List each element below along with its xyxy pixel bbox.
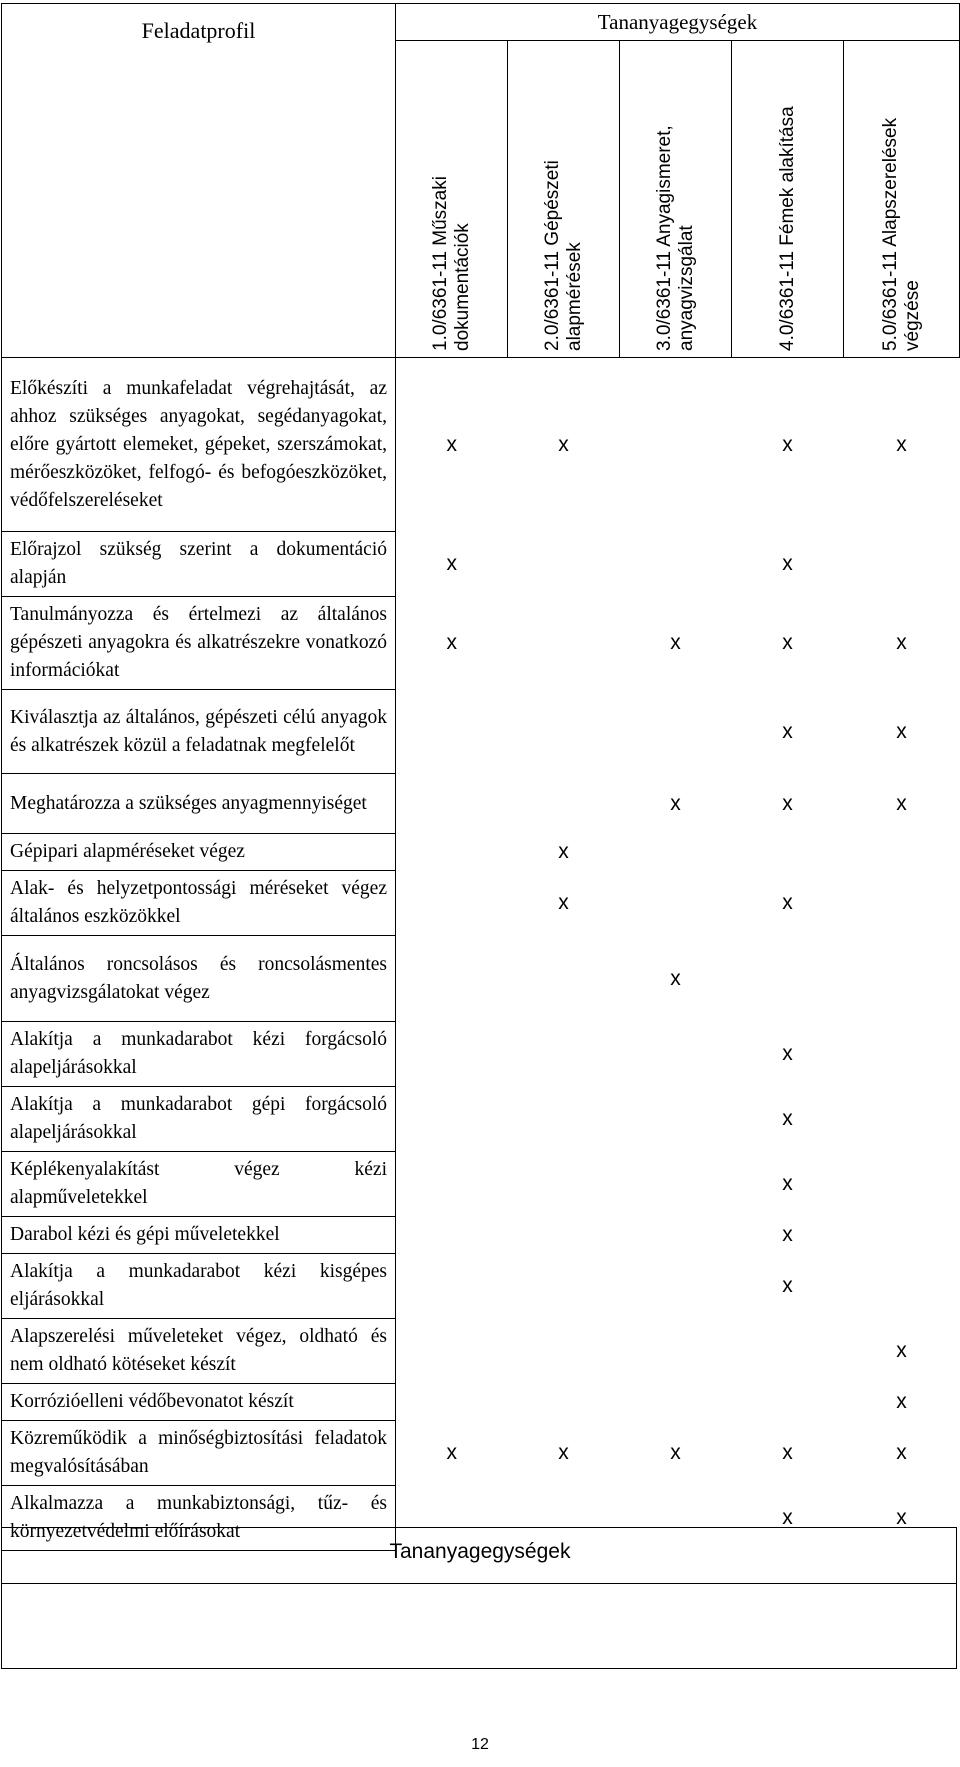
task-row (2, 1217, 960, 1254)
unit-mark (620, 1319, 732, 1384)
task-row (2, 1421, 960, 1486)
task-description: Alapszerelési műveleteket végez, oldható és nem oldható kötéseket készít (2, 1319, 396, 1384)
unit-mark (620, 532, 732, 597)
task-description: Alkalmazza a munkabiztonsági, tűz- és környezetvédelmi előírásokat (2, 1486, 396, 1551)
unit-mark: x (896, 719, 907, 743)
unit-mark (844, 1217, 960, 1254)
unit-mark: x (558, 1441, 569, 1464)
units-title: Tananyagegységek (597, 9, 758, 34)
task-description: Előkészíti a munkafeladat végrehajtását, az ahhoz szükséges anyagokat, segédanyagokat, előre gyártott elemeket, gépeket, szerszámokat, mérőeszközöket, felfogó- és befogóeszközöket, védőfelszereléseket (2, 358, 396, 532)
second-table-divider (1, 1583, 957, 1584)
task-row (2, 936, 960, 1022)
unit-mark: x (896, 1339, 907, 1362)
unit-mark (620, 871, 732, 936)
unit-mark (508, 597, 620, 690)
page-number: 12 (471, 1736, 489, 1753)
unit-mark (844, 1254, 960, 1319)
task-row (2, 1152, 960, 1217)
unit-mark (844, 834, 960, 871)
profile-header (2, 4, 396, 358)
unit-mark (508, 1217, 620, 1254)
unit-mark: x (896, 1506, 907, 1529)
unit-mark: x (782, 719, 793, 743)
task-description: Darabol kézi és gépi műveletekkel (2, 1217, 396, 1254)
unit-mark (396, 1022, 508, 1087)
unit-mark: x (782, 1441, 793, 1464)
unit-mark (396, 690, 508, 774)
task-description: Előrajzol szükség szerint a dokumentáció alapján (2, 532, 396, 597)
task-row (2, 1254, 960, 1319)
task-row (2, 532, 960, 597)
unit-mark (396, 834, 508, 871)
task-row (2, 597, 960, 690)
unit-mark (508, 1022, 620, 1087)
unit-mark: x (782, 432, 793, 456)
unit-mark: x (782, 631, 793, 654)
unit-mark: x (558, 891, 569, 914)
unit-mark (620, 1152, 732, 1217)
unit-mark: x (896, 631, 907, 654)
unit-mark (396, 1384, 508, 1421)
unit-header-3: 3.0/6361-11 Anyagismeret, anyagvizsgálat (620, 41, 732, 358)
unit-mark (508, 1087, 620, 1152)
unit-mark: x (782, 1223, 793, 1246)
unit-mark (620, 834, 732, 871)
unit-mark: x (446, 631, 457, 654)
unit-mark (508, 1152, 620, 1217)
task-description: Tanulmányozza és értelmezi az általános gépészeti anyagokra és alkatrészekre vonatkozó információkat (2, 597, 396, 690)
unit-mark (844, 936, 960, 1022)
unit-mark (508, 1319, 620, 1384)
unit-mark (396, 936, 508, 1022)
unit-mark: x (782, 1506, 793, 1529)
task-row (2, 1319, 960, 1384)
unit-header-2: 2.0/6361-11 Gépészeti alapmérések (508, 41, 620, 358)
unit-mark (844, 532, 960, 597)
task-description: Közreműködik a minőségbiztosítási feladatok megvalósításában (2, 1421, 396, 1486)
unit-mark (844, 871, 960, 936)
unit-mark (844, 1022, 960, 1087)
unit-mark (508, 1384, 620, 1421)
unit-mark: x (896, 1390, 907, 1413)
task-row (2, 871, 960, 936)
task-row (2, 774, 960, 834)
task-row (2, 1087, 960, 1152)
unit-mark: x (446, 552, 457, 575)
unit-mark (396, 871, 508, 936)
unit-mark: x (670, 631, 681, 654)
unit-mark (620, 690, 732, 774)
unit-mark (396, 1152, 508, 1217)
unit-mark: x (670, 1441, 681, 1464)
task-row (2, 358, 960, 532)
unit-mark (844, 1087, 960, 1152)
task-description: Gépipari alapméréseket végez (2, 834, 396, 871)
unit-mark: x (558, 432, 569, 456)
unit-mark (620, 1022, 732, 1087)
unit-mark: x (782, 1107, 793, 1130)
unit-mark: x (782, 552, 793, 575)
unit-mark: x (670, 791, 681, 815)
task-description: Alak- és helyzetpontossági méréseket végez általános eszközökkel (2, 871, 396, 936)
unit-mark (396, 1087, 508, 1152)
unit-mark: x (782, 791, 793, 815)
task-description: Alakítja a munkadarabot gépi forgácsoló alapeljárásokkal (2, 1087, 396, 1152)
unit-mark (396, 1217, 508, 1254)
unit-mark (508, 774, 620, 834)
unit-mark: x (782, 1274, 793, 1297)
unit-mark: x (446, 432, 457, 456)
task-description: Meghatározza a szükséges anyagmennyiséget (2, 774, 396, 834)
unit-mark (508, 936, 620, 1022)
unit-mark (620, 1254, 732, 1319)
task-profile-table (1, 3, 960, 1551)
unit-mark (508, 1254, 620, 1319)
task-description: Kiválasztja az általános, gépészeti célú anyagok és alkatrészek közül a feladatnak megfelelőt (2, 690, 396, 774)
unit-mark (732, 1384, 844, 1421)
task-row (2, 1022, 960, 1087)
task-row (2, 1384, 960, 1421)
unit-mark: x (896, 1441, 907, 1464)
task-description: Alakítja a munkadarabot kézi forgácsoló alapeljárásokkal (2, 1022, 396, 1087)
task-description: Alakítja a munkadarabot kézi kisgépes eljárásokkal (2, 1254, 396, 1319)
task-description: Általános roncsolásos és roncsolásmentes anyagvizsgálatokat végez (2, 936, 396, 1022)
task-description: Képlékenyalakítást végez kézi alapműveletekkel (2, 1152, 396, 1217)
unit-mark (844, 1152, 960, 1217)
unit-mark (396, 1319, 508, 1384)
unit-mark (620, 358, 732, 532)
second-units-title: Tananyagegységek (389, 1540, 571, 1563)
task-row (2, 690, 960, 774)
unit-mark (508, 690, 620, 774)
unit-header-1: 1.0/6361-11 Műszaki dokumentációk (396, 41, 508, 358)
unit-mark: x (782, 1042, 793, 1065)
task-row (2, 834, 960, 871)
task-description: Korrózióelleni védőbevonatot készít (2, 1384, 396, 1421)
unit-mark: x (670, 966, 681, 990)
unit-mark (396, 1254, 508, 1319)
unit-mark (620, 1087, 732, 1152)
profile-title: Feladatprofil (141, 17, 256, 43)
unit-header-5: 5.0/6361-11 Alapszerelések végzése (844, 41, 960, 358)
unit-mark (508, 532, 620, 597)
unit-mark (732, 936, 844, 1022)
unit-mark: x (782, 1172, 793, 1195)
units-header (396, 4, 960, 41)
unit-mark (732, 1319, 844, 1384)
unit-header-4: 4.0/6361-11 Fémek alakítása (732, 41, 844, 358)
unit-mark: x (782, 891, 793, 914)
unit-mark: x (896, 432, 907, 456)
unit-mark (620, 1384, 732, 1421)
unit-mark (732, 834, 844, 871)
unit-mark: x (558, 840, 569, 863)
unit-mark: x (446, 1441, 457, 1464)
unit-mark (620, 1217, 732, 1254)
unit-mark: x (896, 791, 907, 815)
unit-mark (396, 774, 508, 834)
